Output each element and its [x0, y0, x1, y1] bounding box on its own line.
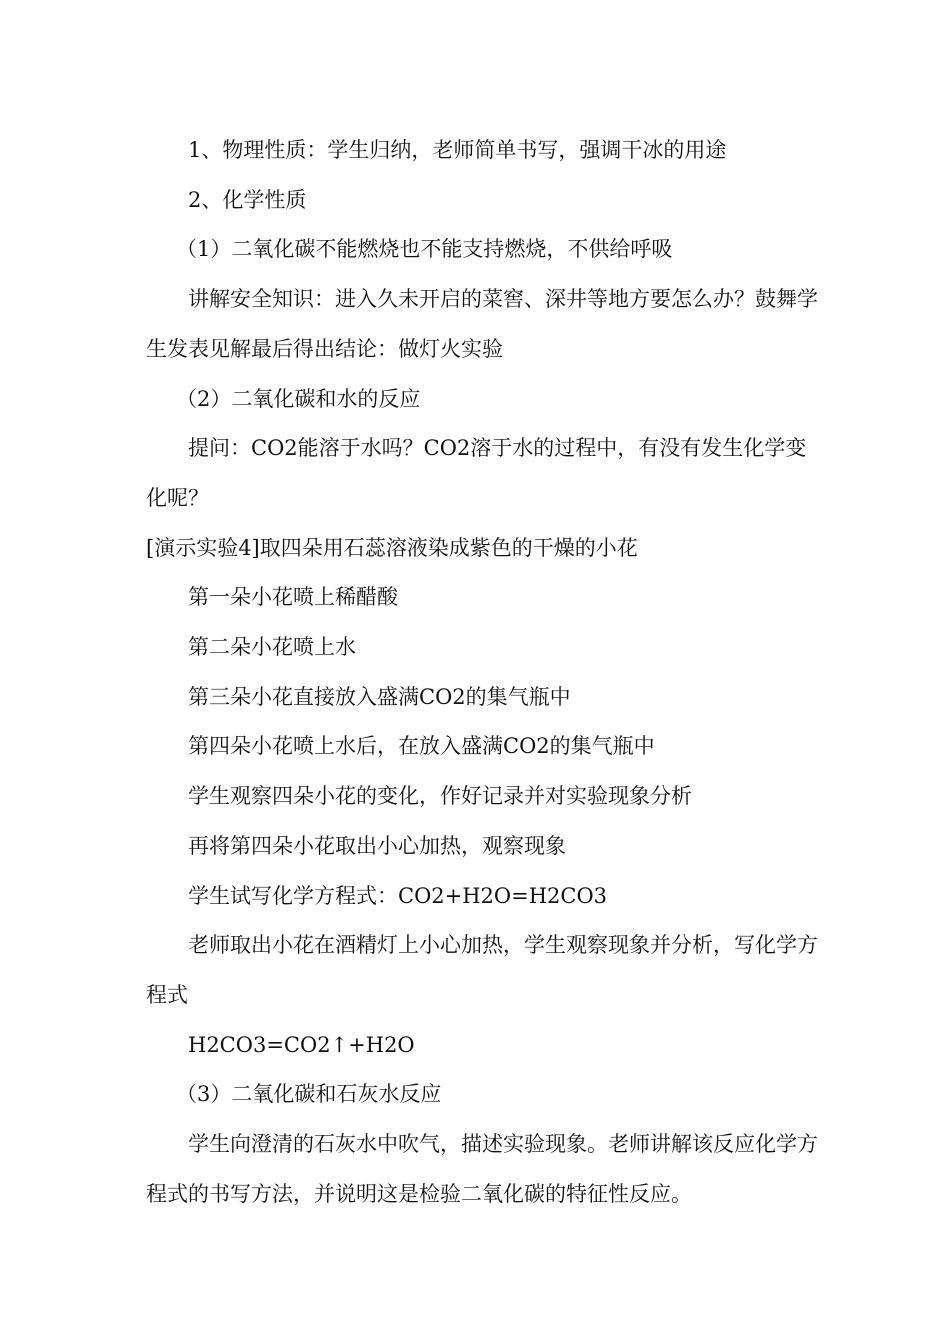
paragraph-flower-2: 第二朵小花喷上水 [188, 635, 356, 660]
paragraph-teacher-heat: 老师取出小花在酒精灯上小心加热，学生观察现象并分析，写化学方程式 [146, 933, 818, 1007]
paragraph-flower-4: 第四朵小花喷上水后，在放入盛满CO2的集气瓶中 [188, 734, 655, 759]
paragraph-item-2: （2）二氧化碳和水的反应 [176, 386, 421, 411]
paragraph-item-1: （1）二氧化碳不能燃烧也不能支持燃烧，不供给呼吸 [176, 237, 673, 262]
paragraph-safety: 讲解安全知识：进入久未开启的菜窖、深井等地方要怎么办？鼓舞学生发表见解最后得出结论：做灯火实验 [146, 287, 818, 361]
paragraph-flower-1: 第一朵小花喷上稀醋酸 [188, 585, 398, 610]
paragraph-question: 提问：CO2能溶于水吗？CO2溶于水的过程中，有没有发生化学变化呢？ [146, 436, 807, 510]
paragraph-physical-properties: 1、物理性质：学生归纳，老师简单书写，强调干冰的用途 [188, 138, 727, 162]
paragraph-heat: 再将第四朵小花取出小心加热，观察现象 [188, 833, 566, 858]
paragraph-flower-3: 第三朵小花直接放入盛满CO2的集气瓶中 [188, 684, 571, 709]
paragraph-observe: 学生观察四朵小花的变化，作好记录并对实验现象分析 [188, 784, 692, 809]
paragraph-chemical-properties: 2、化学性质 [188, 187, 307, 212]
document-body [146, 126, 818, 1219]
paragraph-demo-experiment: [演示实验4]取四朵用石蕊溶液染成紫色的干燥的小花 [146, 535, 638, 560]
paragraph-item-3: （3）二氧化碳和石灰水反应 [176, 1082, 442, 1107]
paragraph-equation-2: H2CO3=CO2↑+H2O [188, 1032, 415, 1057]
paragraph-limewater: 学生向澄清的石灰水中吹气，描述实验现象。老师讲解该反应化学方程式的书写方法，并说明这是检验二氧化碳的特征性反应。 [146, 1132, 818, 1206]
paragraph-equation-1: 学生试写化学方程式：CO2+H2O=H2CO3 [188, 883, 608, 908]
